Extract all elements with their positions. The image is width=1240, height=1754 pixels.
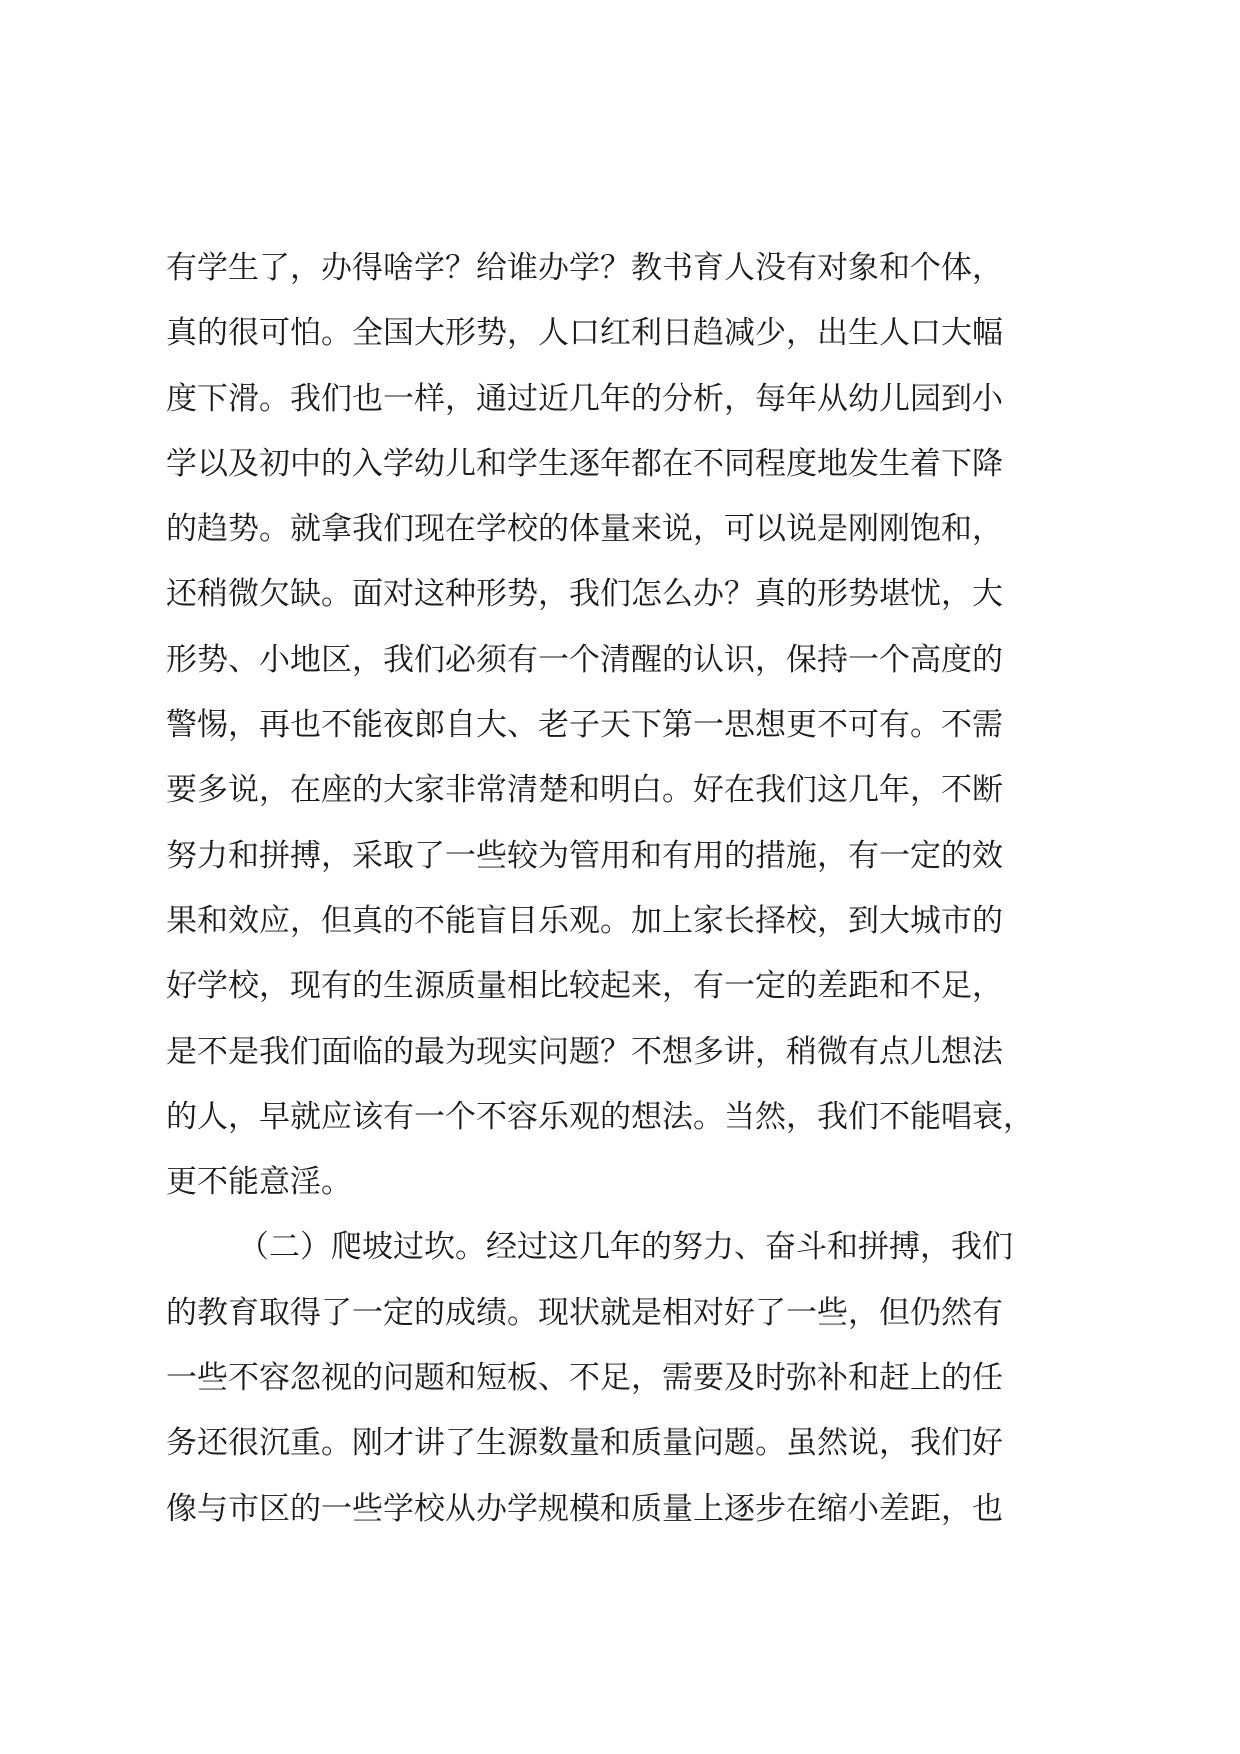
body-text bbox=[166, 236, 1126, 1542]
text-line: 学以及初中的入学幼儿和学生逐年都在不同程度地发生着下降 bbox=[166, 445, 1003, 482]
text-line: 像与市区的一些学校从办学规模和质量上逐步在缩小差距，也 bbox=[166, 1490, 1003, 1527]
text-line: 务还很沉重。刚才讲了生源数量和质量问题。虽然说，我们好 bbox=[166, 1425, 1003, 1462]
text-line: 的趋势。就拿我们现在学校的体量来说，可以说是刚刚饱和， bbox=[166, 511, 1003, 548]
text-line: 警惕，再也不能夜郎自大、老子天下第一思想更不可有。不需 bbox=[166, 707, 1003, 744]
text-line: 更不能意淫。 bbox=[166, 1164, 352, 1201]
text-line: 形势、小地区，我们必须有一个清醒的认识，保持一个高度的 bbox=[166, 641, 1003, 678]
section-heading-line: （二）爬坡过坎。经过这几年的努力、奋斗和拼搏，我们 bbox=[238, 1229, 1013, 1266]
text-line: 还稍微欠缺。面对这种形势，我们怎么办？真的形势堪忧，大 bbox=[166, 576, 1003, 613]
text-line: 的人，早就应该有一个不容乐观的想法。当然，我们不能唱衰， bbox=[166, 1098, 1034, 1135]
text-line: 度下滑。我们也一样，通过近几年的分析，每年从幼儿园到小 bbox=[166, 380, 1003, 417]
text-line: 有学生了，办得啥学？给谁办学？教书育人没有对象和个体， bbox=[166, 250, 1003, 286]
text-line: 是不是我们面临的最为现实问题？不想多讲，稍微有点儿想法 bbox=[166, 1033, 1003, 1070]
text-line: 要多说，在座的大家非常清楚和明白。好在我们这几年，不断 bbox=[166, 772, 1003, 809]
text-line: 的教育取得了一定的成绩。现状就是相对好了一些，但仍然有 bbox=[166, 1294, 1003, 1331]
text-line: 果和效应，但真的不能盲目乐观。加上家长择校，到大城市的 bbox=[166, 902, 1003, 939]
text-line: 好学校，现有的生源质量相比较起来，有一定的差距和不足， bbox=[166, 968, 1003, 1005]
text-line: 一些不容忽视的问题和短板、不足，需要及时弥补和赶上的任 bbox=[166, 1360, 1003, 1397]
text-line: 真的很可怕。全国大形势，人口红利日趋减少，出生人口大幅 bbox=[166, 315, 1003, 352]
text-line: 努力和拼搏，采取了一些较为管用和有用的措施，有一定的效 bbox=[166, 837, 1003, 874]
